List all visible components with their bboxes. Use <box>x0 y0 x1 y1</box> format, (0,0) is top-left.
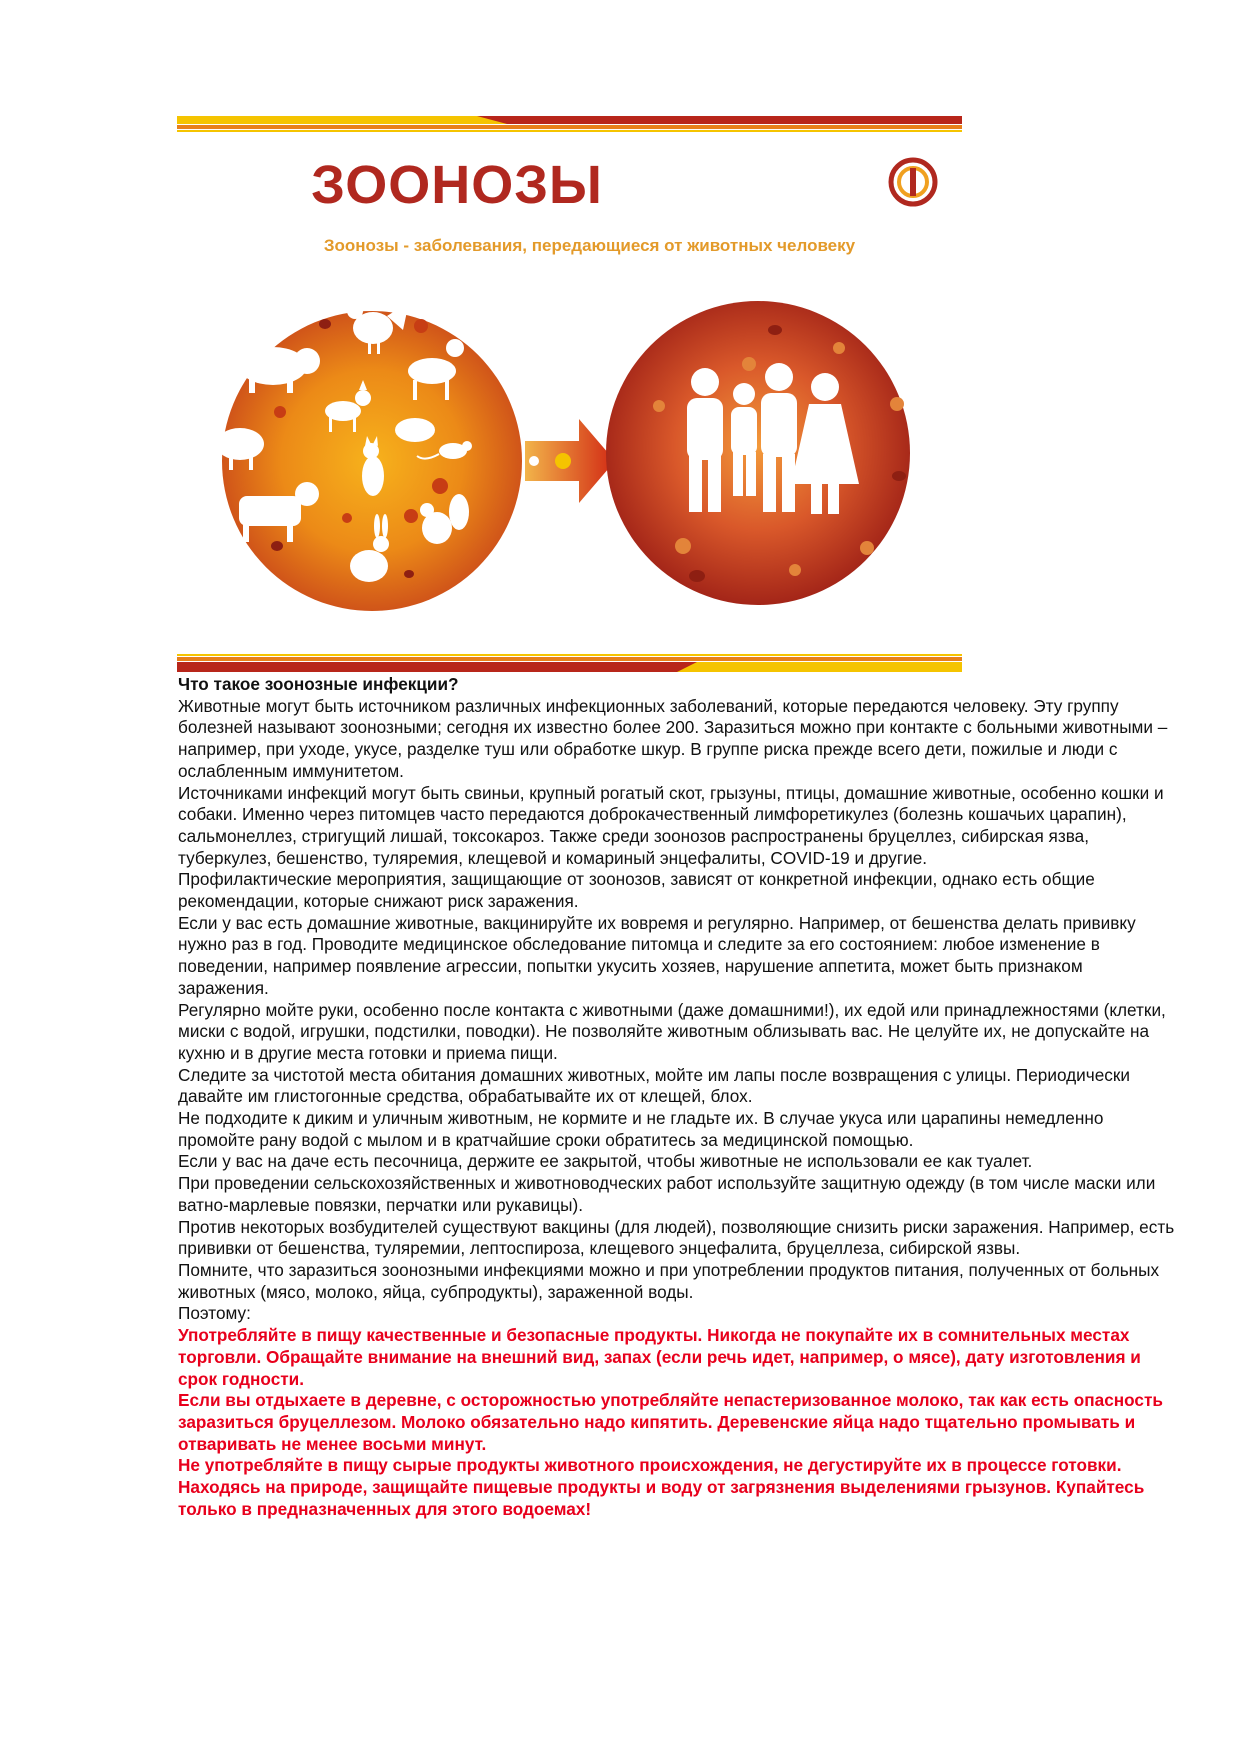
article-paragraph: Регулярно мойте руки, особенно после контакта с животными (даже домашними!), их едой или принадлежностями (клетки, миски с водой, игрушки, подстилки, поводки). Не позволяйте животным облизывать вас. Не целуйте их, не допускайте на кухню и в другие места готовки и приема пищи. <box>178 999 1166 1063</box>
article-paragraph: Поэтому: <box>178 1303 251 1324</box>
arrow-right-icon <box>525 419 615 503</box>
poster-title: ЗООНОЗЫ <box>311 155 603 215</box>
article-paragraph: Профилактические мероприятия, защищающие от зоонозов, зависят от конкретной инфекции, однако есть общие рекомендации, которые снижают риск заражения. <box>178 869 1095 912</box>
people-circle <box>606 301 910 605</box>
zoonoses-poster <box>177 116 962 672</box>
bottom-stripes <box>177 654 962 672</box>
article-paragraph: Против некоторых возбудителей существуют вакцины (для людей), позволяющие снизить риски заражения. Например, есть прививки от бешенства, туляремии, лептоспироза, клещевого энцефалита, бруцеллеза, сибирской язвы. <box>178 1216 1175 1259</box>
article-paragraph: Если у вас на даче есть песочница, держите ее закрытой, чтобы животные не использовали ее как туалет. <box>178 1151 1033 1172</box>
article-paragraph: Источниками инфекций могут быть свиньи, крупный рогатый скот, грызуны, птицы, домашние животные, особенно кошки и собаки. Именно через питомцев часто передаются доброкачественный лимфоретикулез (болезнь кошачьих царапин), сальмонеллез, стригущий лишай, токсокароз. Также среди зоонозов распространены бруцеллез, сибирская язва, туберкулез, бешенство, туляремия, клещевой и комариный энцефалиты, COVID-19 и другие. <box>178 782 1164 868</box>
article-heading: Что такое зоонозные инфекции? <box>178 674 459 694</box>
warning-paragraph: Если вы отдыхаете в деревне, с осторожностью употребляйте непастеризованное молоко, так как есть опасность заразиться бруцеллезом. Молоко обязательно надо кипятить. Деревенские яйца надо тщательно промывать и отваривать не менее восьми минут. <box>178 1390 1163 1454</box>
article-paragraph: Если у вас есть домашние животные, вакцинируйте их вовремя и регулярно. Например, от бешенства делать прививку нужно раз в год. Проводите медицинское обследование питомца и следите за его состоянием: любое изменение в поведении, например появление агрессии, попытки укусить хозяев, нарушение аппетита, может быть признаком заражения. <box>178 912 1136 998</box>
article-paragraph: Животные могут быть источником различных инфекционных заболеваний, которые передаются человеку. Эту группу болезней называют зоонозными; сегодня их известно более 200. Заразиться можно при контакте с больными животными – например, при уходе, укусе, разделке туш или обработке шкур. В группе риска прежде всего дети, пожилые и люди с ослабленным иммунитетом. <box>178 695 1168 781</box>
article-paragraph: Следите за чистотой места обитания домашних животных, мойте им лапы после возвращения с улицы. Периодически давайте им глистогонные средства, обрабатывайте их от клещей, блох. <box>178 1064 1131 1107</box>
circle-logo-icon <box>891 160 935 204</box>
poster-subtitle: Зоонозы - заболевания, передающиеся от животных человеку <box>323 236 856 255</box>
article-paragraph: При проведении сельскохозяйственных и животноводческих работ используйте защитную одежду (в том числе маски или ватно-марлевые повязки, перчатки или рукавицы). <box>178 1173 1156 1215</box>
warning-paragraph: Находясь на природе, защищайте пищевые продукты и воду от загрязнения выделениями грызунов. Купайтесь только в предназначенных для этого водоемах! <box>178 1477 1145 1519</box>
article-paragraph: Не подходите к диким и уличным животным, не кормите и не гладьте их. В случае укуса или царапины немедленно промойте рану водой с мылом и в кратчайшие сроки обратитесь за медицинской помощью. <box>178 1108 1104 1150</box>
hedgehog-icon <box>395 418 435 442</box>
article-paragraph: Помните, что заразиться зоонозными инфекциями можно и при употреблении продуктов питания, полученных от больных животных (мясо, молоко, яйца, субпродукты), зараженной воды. <box>178 1259 1160 1302</box>
family-icon <box>687 363 859 514</box>
top-stripes <box>177 116 962 132</box>
warning-paragraph: Употребляйте в пищу качественные и безопасные продукты. Никогда не покупайте их в сомнительных местах торговли. Обращайте внимание на внешний вид, запах (если речь идет, например, о мясе), дату изготовления и срок годности. <box>178 1325 1141 1389</box>
article-text <box>178 674 1178 1520</box>
warning-paragraph: Не употребляйте в пищу сырые продукты животного происхождения, не дегустируйте их в процессе готовки. <box>178 1455 1122 1476</box>
